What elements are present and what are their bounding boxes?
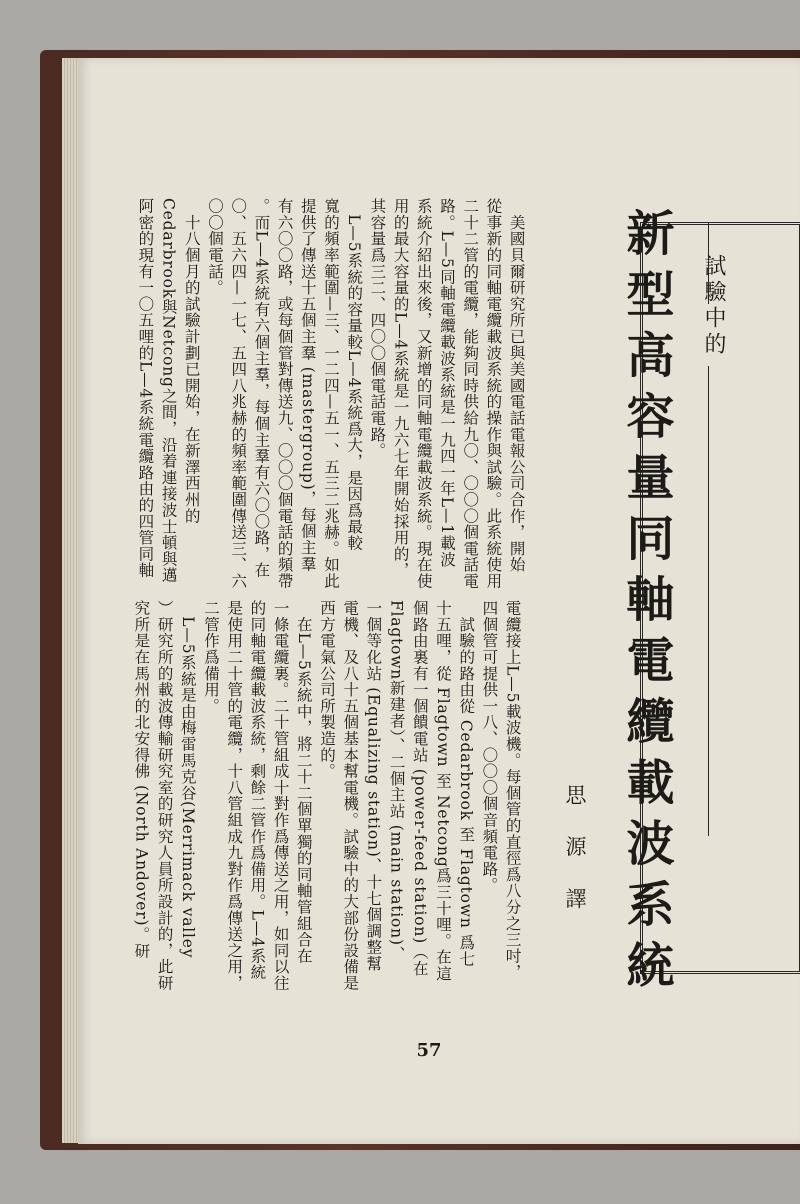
text-column: 四個管可提供一八、〇〇〇個音頻電路。 [480,600,499,894]
text-column: 個路由裏有一個饋電站 (power-feed station)（在 [410,600,429,977]
text-column: 十五哩，從 Flagtown 至 Netcong爲三十哩。在這 [433,600,452,982]
text-column: 究所是在馬州的北安得佛 (North Andover)。研 [132,600,151,959]
text-column: 提供了傳送十五個主羣 (mastergroup)，每個主羣 [298,198,317,572]
text-column: 一條電纜裏。二十管組成十對作爲傳送之用，如同以往 [271,600,290,992]
article-pre-title: 試驗中的 [701,254,726,358]
text-column: 其容量爲三二、四〇〇個電話電路。 [368,198,387,459]
text-column: 寬的頻率範圍—三、一二四—五一、五三二兆赫。如此 [321,198,340,590]
text-column: 。而L—4系統有六個主羣，每個主羣有六〇〇路，在 [252,198,271,579]
text-column: ）研究所的載波傳輸研究室的研究人員所設計的，此研 [155,600,174,992]
text-column: 電機、及八十五個基本幫電機。試驗中的大部份設備是 [341,600,360,992]
text-column: 路。L—5同軸電纜載波系統是一九四一年L—1載波 [437,198,456,568]
article-author: 思 源 譯 [563,784,587,921]
text-column: 阿密的現有一〇五哩的L—4系統電纜路由的四管同軸 [136,198,155,579]
text-column: 一個等化站 (Equalizing station)、十七個調整幫 [364,600,383,972]
text-column: 西方電氣公司所製造的。 [317,600,336,780]
text-column: 電纜接上L—5載波機。每個管的直徑爲八分之三吋， [503,600,522,981]
text-column: 二十二管的電纜，能夠同時供給九〇、〇〇〇個電話電 [461,198,480,590]
text-column: 有六〇〇路，或每個管對傳送九、〇〇〇個電話的頻帶 [275,198,294,590]
text-column: Cedarbrook與Netcong之間，沿着連接波士頓與邁 [159,198,178,584]
text-column: 系統介紹出來後，又新增的同軸電纜載波系統。現在使 [414,198,433,590]
text-column: L—5系統的容量較L—4系統爲大，是因爲最較 [345,198,364,552]
text-column: L—5系統是由梅雷馬克谷(Merrimack valley [178,600,197,959]
text-column: 十八個月的試驗計劃已開始，在新澤西州的 [182,198,201,524]
title-rule-bottom [708,366,709,836]
text-column: 用的最大容量的L—4系統是一九六七年開始採用的， [391,198,410,579]
book-page [78,58,800,1144]
text-column: 美國貝爾研究所已與美國電話電報公司合作，開始 [507,198,526,573]
text-column: 〇〇個電話。 [205,198,224,296]
text-column: 試驗的路由從 Cedarbrook 至 Flagtown 爲七 [457,600,476,967]
text-column: 是使用二十管的電纜，十八管組成九對作爲傳送之用， [225,600,244,992]
page-number: 57 [416,1040,442,1061]
article-title: 新型高容量同軸電纜載波系統 [618,208,674,1001]
text-column: 〇、五六四—一七、五四八兆赫的頻率範圍傳送三、六 [229,198,248,590]
text-column: 在L—5系統中，將二十二個單獨的同軸管組合在 [294,600,313,965]
text-column: 從事新的同軸電纜載波系統的操作與試驗。此系統使用 [484,198,503,590]
text-column: Flagtown新建者）、二個主站 (main station)、 [387,600,406,963]
text-column: 二管作爲備用。 [201,600,220,715]
text-column: 的同軸電纜載波系統，剩餘二管作爲備用。L—4系統 [248,600,267,981]
